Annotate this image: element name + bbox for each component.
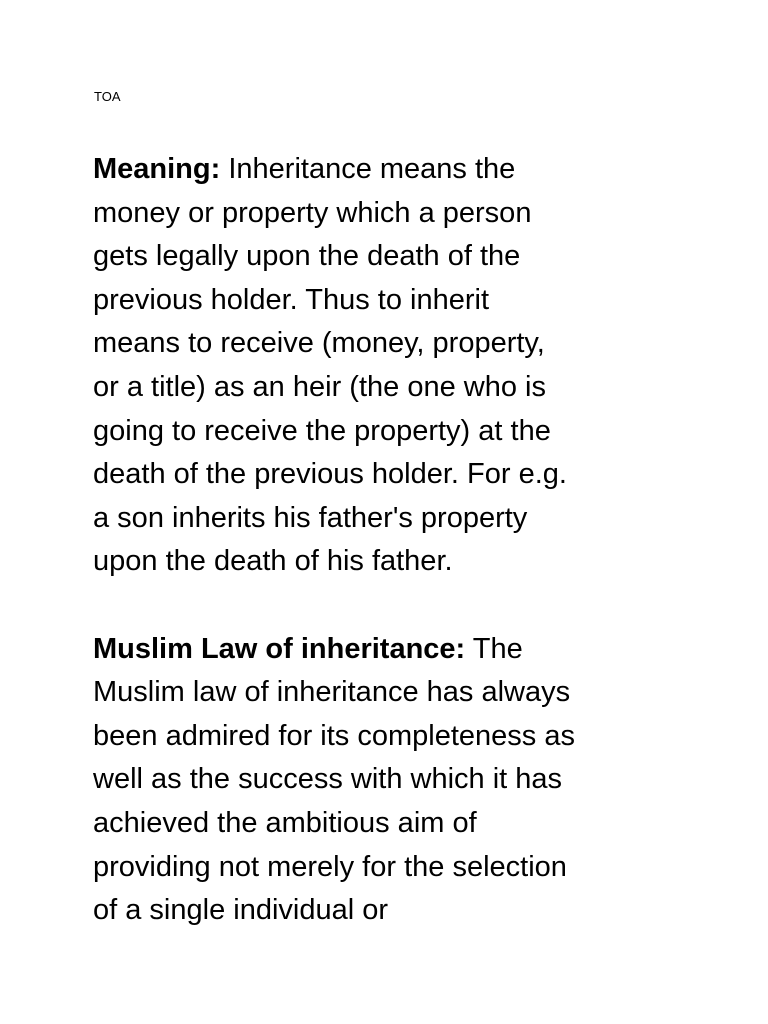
- paragraph-line: money or property which a person: [93, 196, 532, 229]
- paragraph-meaning: [93, 148, 693, 584]
- paragraph-heading: Meaning:: [93, 153, 221, 185]
- paragraph-line: means to receive (money, property,: [93, 327, 545, 360]
- paragraph-line: [93, 148, 693, 192]
- paragraph-text: The: [465, 632, 523, 665]
- page-header: TOA: [94, 89, 121, 104]
- paragraph-line: a son inherits his father's property: [93, 501, 528, 534]
- document-body: [93, 148, 693, 933]
- paragraph-line: well as the success with which it has: [93, 763, 563, 796]
- paragraph-line: upon the death of his father.: [93, 545, 453, 578]
- paragraph-line: of a single individual or: [93, 894, 389, 927]
- paragraph-line: going to receive the property) at the: [93, 414, 551, 447]
- paragraph-line: gets legally upon the death of the: [93, 240, 521, 273]
- paragraph-text: Inheritance means the: [220, 153, 516, 185]
- paragraph-muslim-law: [93, 628, 693, 933]
- paragraph-line: providing not merely for the selection: [93, 850, 567, 883]
- paragraph-line: death of the previous holder. For e.g.: [93, 458, 567, 491]
- paragraph-line: Muslim law of inheritance has always: [93, 676, 571, 709]
- paragraph-line: been admired for its completeness as: [93, 719, 575, 752]
- paragraph-line: [93, 628, 693, 672]
- paragraph-line: achieved the ambitious aim of: [93, 806, 477, 839]
- paragraph-line: previous holder. Thus to inherit: [93, 283, 490, 316]
- paragraph-heading: Muslim Law of inheritance:: [93, 632, 466, 665]
- paragraph-line: or a title) as an heir (the one who is: [93, 370, 546, 403]
